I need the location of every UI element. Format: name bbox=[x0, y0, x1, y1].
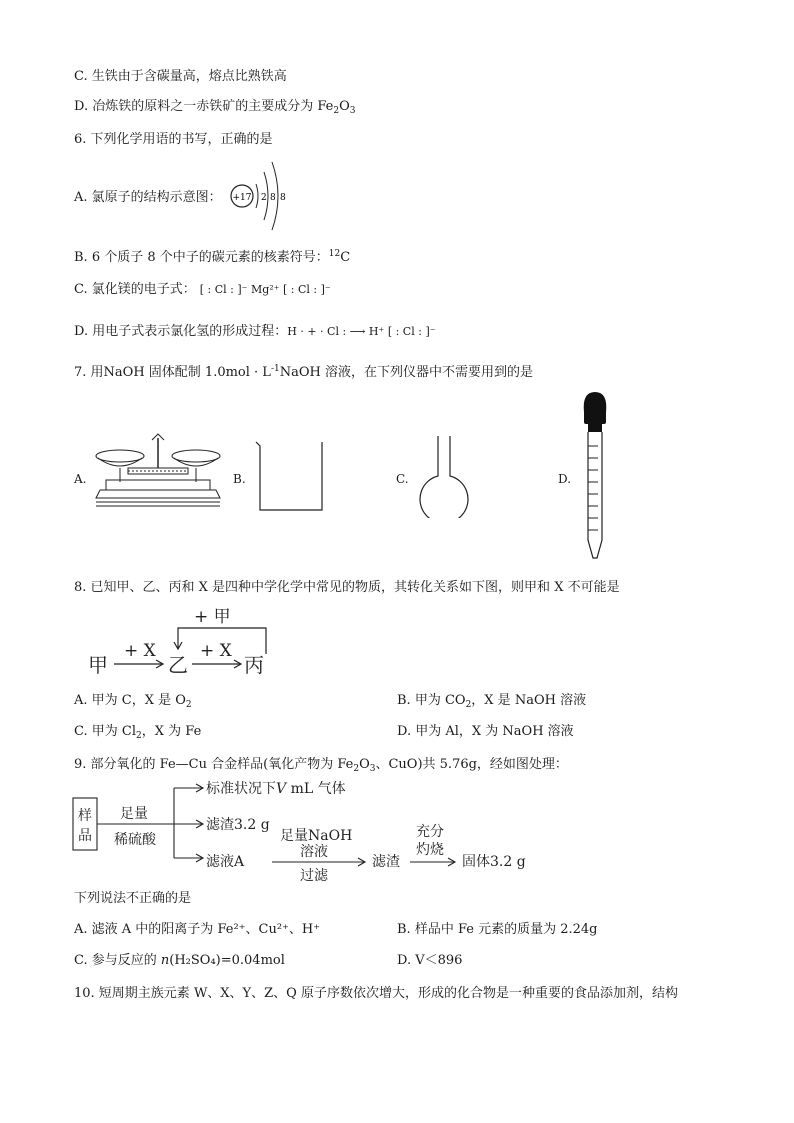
subscript: 3 bbox=[369, 764, 376, 774]
q7-option-a-label: A. bbox=[74, 472, 87, 486]
sample-char-2: 品 bbox=[78, 828, 92, 844]
q8-option-c bbox=[74, 724, 201, 744]
q10-stem: 10. 短周期主族元素 W、X、Y、Z、Q 原子序数依次增大，形成的化合物是一种重要的食品添加剂，结构 bbox=[74, 986, 678, 1001]
q8-stem: 8. 已知甲、乙、丙和 X 是四种中学化学中常见的物质，其转化关系如下图，则甲和 X 不可能是 bbox=[74, 580, 620, 595]
diagram-arrow2-label: + X bbox=[200, 641, 232, 661]
residue-node: 滤渣 bbox=[372, 854, 400, 870]
q7-option-b-label: B. bbox=[233, 472, 246, 486]
volume-variable: V bbox=[276, 781, 287, 797]
q9-stem-c: 、CuO)共 5.76g，经如图处理： bbox=[375, 757, 568, 772]
shell-1: 2 bbox=[261, 193, 267, 203]
reagent-dilute-h2so4: 稀硫酸 bbox=[114, 832, 156, 848]
volumetric-flask-icon bbox=[414, 434, 474, 518]
q7-stem-suffix: NaOH 溶液，在下列仪器中不需要用到的是 bbox=[279, 365, 533, 380]
q9-option-c-text: C. 参与反应的 bbox=[74, 953, 161, 968]
element-symbol: C bbox=[340, 250, 351, 265]
q6-stem: 6. 下列化学用语的书写，正确的是 bbox=[74, 132, 273, 147]
amount-symbol: n bbox=[160, 953, 170, 968]
q6-option-d bbox=[74, 324, 436, 340]
subscript: 2 bbox=[136, 731, 142, 741]
q8-option-d: D. 甲为 Al，X 为 NaOH 溶液 bbox=[397, 724, 574, 739]
q7-option-c-label: C. bbox=[396, 472, 409, 486]
q9-option-a: A. 滤液 A 中的阳离子为 Fe²⁺、Cu²⁺、H⁺ bbox=[74, 922, 321, 937]
q7-stem bbox=[74, 361, 533, 381]
output-filtrate-a: 滤液A bbox=[206, 854, 245, 870]
balance-icon bbox=[92, 432, 224, 514]
q8-transformation-diagram bbox=[86, 602, 286, 682]
step2-reagent: 足量NaOH bbox=[280, 828, 353, 844]
q5-option-c: C. 生铁由于含碳量高，熔点比熟铁高 bbox=[74, 69, 287, 84]
q6-option-b bbox=[74, 246, 350, 266]
q8-option-c-text: C. 甲为 Cl bbox=[74, 724, 136, 739]
q8-option-a-text: A. 甲为 C，X 是 O bbox=[74, 693, 186, 708]
diagram-arrow1-label: + X bbox=[124, 641, 156, 661]
q6-option-c bbox=[74, 282, 331, 298]
output-gas-tail: mL 气体 bbox=[286, 781, 346, 797]
q6-option-a-text: A. 氯原子的结构示意图： bbox=[74, 190, 222, 205]
q6-option-c-text: C. 氯化镁的电子式： bbox=[74, 282, 196, 297]
q9-option-b: B. 样品中 Fe 元素的质量为 2.24g bbox=[397, 922, 598, 937]
step3-top: 充分 bbox=[416, 824, 444, 840]
hcl-formation-formula: H · + · Cl : ⟶ H⁺ [ : Cl : ]⁻ bbox=[287, 325, 436, 338]
q9-stem bbox=[74, 757, 568, 777]
reagent-amount: 足量 bbox=[120, 806, 148, 822]
q9-option-c bbox=[74, 953, 285, 969]
q8-option-b-tail: ，X 是 NaOH 溶液 bbox=[471, 693, 587, 708]
q5-option-d-mid: O bbox=[339, 99, 350, 114]
q6-option-d-text: D. 用电子式表示氯化氢的形成过程： bbox=[74, 324, 288, 339]
nucleus-charge: +17 bbox=[232, 193, 252, 203]
shell-3: 8 bbox=[280, 193, 286, 203]
q7-option-d-label: D. bbox=[558, 472, 572, 486]
subscript: 2 bbox=[353, 764, 360, 774]
diagram-top-label: + 甲 bbox=[194, 607, 231, 627]
q5-option-d-text: D. 冶炼铁的原料之一赤铁矿的主要成分为 Fe bbox=[74, 99, 334, 114]
shell-2: 8 bbox=[270, 193, 276, 203]
q8-option-b bbox=[397, 693, 586, 713]
q9-stem-a: 9. 部分氧化的 Fe—Cu 合金样品(氧化产物为 Fe bbox=[74, 757, 354, 772]
q9-stem-b: O bbox=[359, 757, 370, 772]
q5-option-d bbox=[74, 99, 356, 119]
superscript: -1 bbox=[270, 364, 280, 374]
q9-option-c-tail: (H₂SO₄)=0.04mol bbox=[169, 953, 285, 968]
step2-solution: 溶液 bbox=[300, 844, 328, 860]
mass-number: 12 bbox=[328, 249, 341, 259]
final-solid: 固体3.2 g bbox=[462, 854, 526, 870]
subscript: 2 bbox=[185, 700, 192, 710]
subscript: 3 bbox=[349, 106, 356, 116]
subscript: 2 bbox=[465, 700, 472, 710]
chlorine-atom-structure-icon bbox=[226, 158, 296, 238]
step2-filter: 过滤 bbox=[300, 868, 328, 884]
step3-burn: 灼烧 bbox=[416, 842, 444, 858]
sample-char-1: 样 bbox=[78, 808, 92, 824]
q9-process-diagram bbox=[72, 776, 542, 888]
diagram-node-yi: 乙 bbox=[168, 653, 188, 677]
q9-prompt: 下列说法不正确的是 bbox=[74, 891, 192, 906]
q8-option-c-tail: ，X 为 Fe bbox=[141, 724, 202, 739]
dropper-icon bbox=[578, 390, 612, 562]
q7-stem-prefix: 7. 用NaOH 固体配制 1.0mol · L bbox=[74, 365, 271, 380]
subscript: 2 bbox=[333, 106, 340, 116]
diagram-node-jia: 甲 bbox=[88, 653, 108, 677]
q6-option-b-text: B. 6 个质子 8 个中子的碳元素的核素符号： bbox=[74, 250, 329, 265]
output-gas bbox=[206, 780, 346, 797]
output-gas-text: 标准状况下 bbox=[206, 781, 276, 797]
mgcl2-electron-formula: [ : Cl : ]⁻ Mg²⁺ [ : Cl : ]⁻ bbox=[199, 283, 331, 296]
q8-option-b-text: B. 甲为 CO bbox=[397, 693, 466, 708]
q8-option-a bbox=[74, 693, 192, 713]
q9-option-d: D. V＜896 bbox=[397, 953, 463, 968]
diagram-node-bing: 丙 bbox=[244, 653, 264, 677]
output-residue: 滤渣3.2 g bbox=[206, 817, 270, 833]
beaker-icon bbox=[254, 440, 326, 514]
